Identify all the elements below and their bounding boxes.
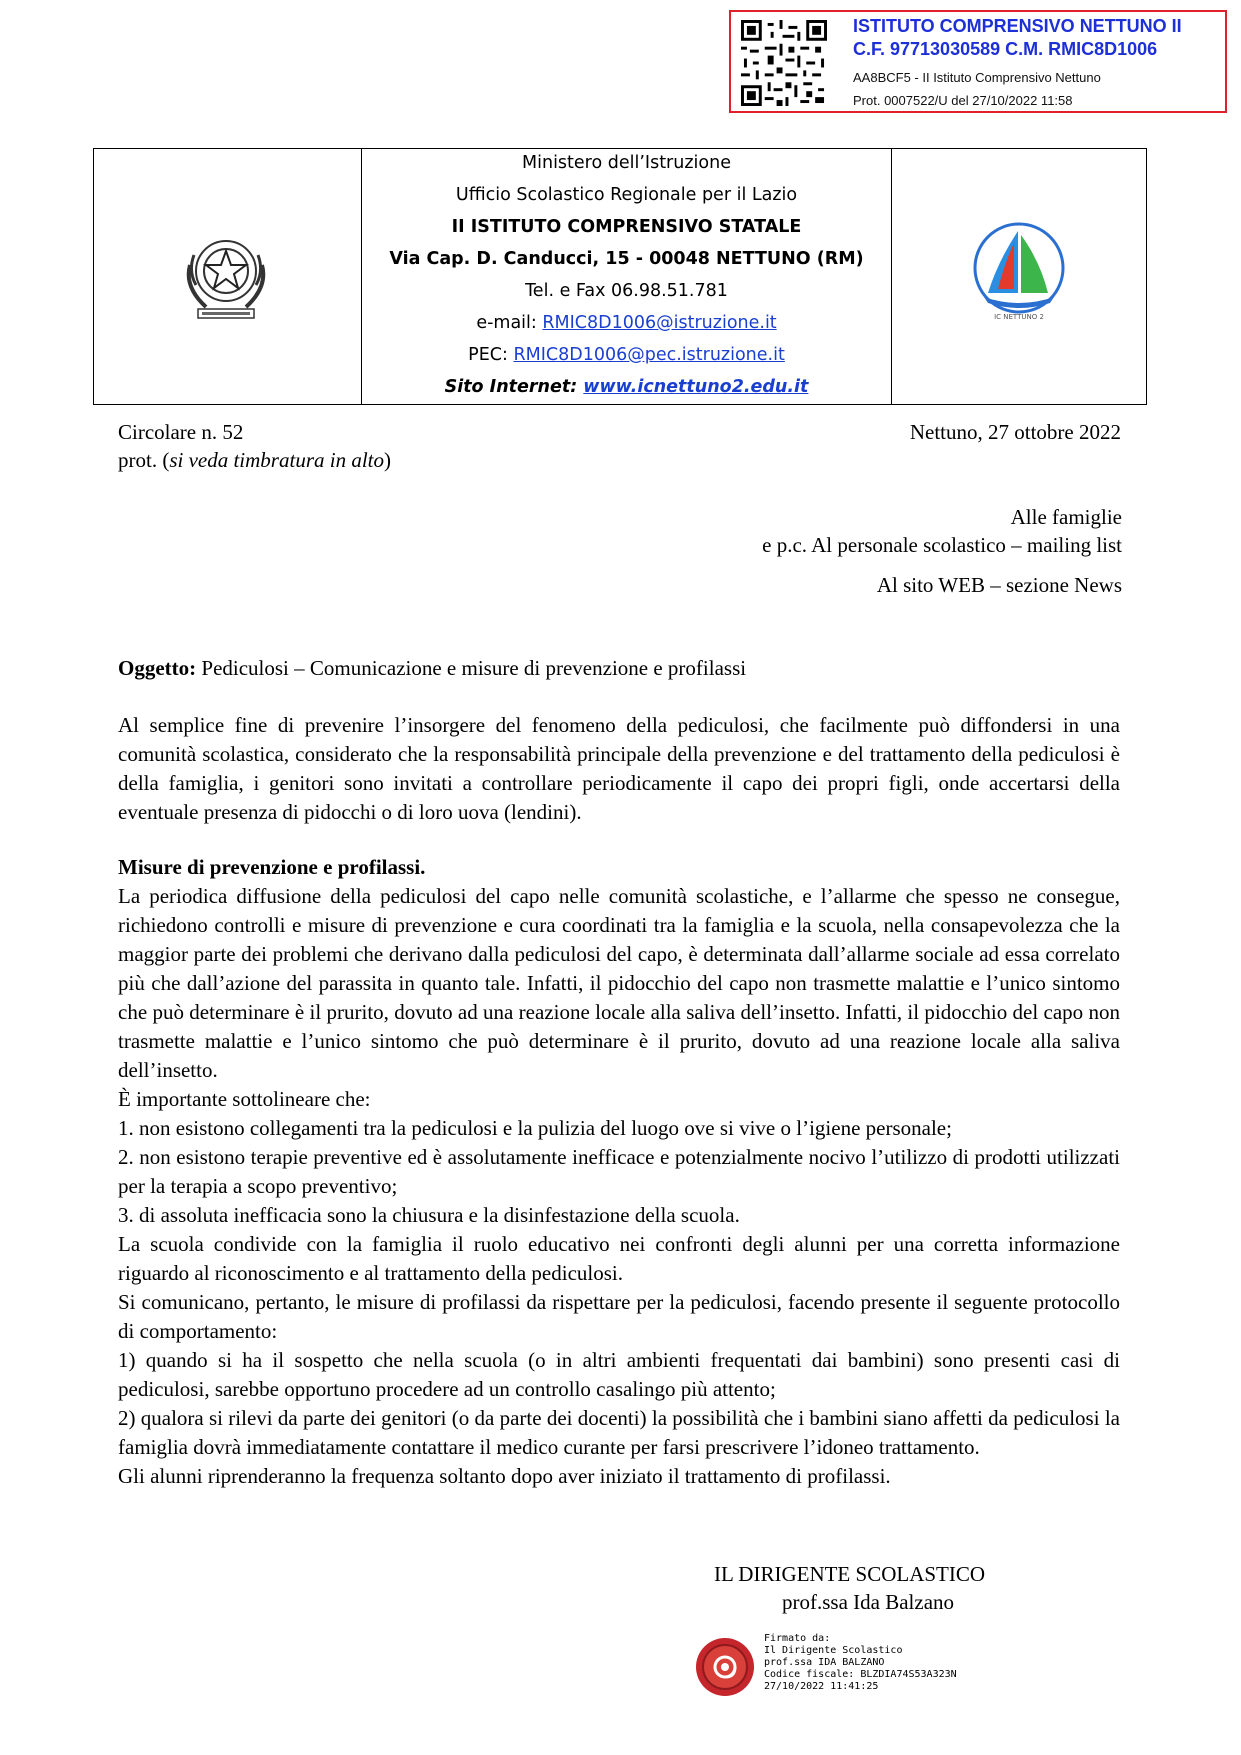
school-phone: Tel. e Fax 06.98.51.781 <box>525 281 728 301</box>
stamp-registry: AA8BCF5 - II Istituto Comprensivo Nettuno <box>853 70 1101 85</box>
stamp-codes: C.F. 97713030589 C.M. RMIC8D1006 <box>853 39 1158 59</box>
signatory-name: prof.ssa Ida Balzano <box>782 1590 955 1614</box>
list-item: 1. non esistono collegamenti tra la pediculosi e la pulizia del luogo ove si vive o l’igiene personale; <box>118 1116 952 1140</box>
protocol-reference: prot. (si veda timbratura in alto) <box>118 448 391 472</box>
email-link[interactable]: RMIC8D1006@istruzione.it <box>542 313 777 333</box>
regional-office: Ufficio Scolastico Regionale per il Lazio <box>455 185 798 205</box>
protocol-stamp <box>729 10 1227 113</box>
qr-code-icon <box>741 20 827 106</box>
body-paragraph: La scuola condivide con la famiglia il ruolo educativo nei confronti degli alunni per una corretta informazione riguardo al riconoscimento e al trattamento della pediculosi. <box>118 1232 1120 1285</box>
list-item: 2) qualora si rilevi da parte dei genitori (o da parte dei docenti) la possibilità che i bambini siano affetti da pediculosi la famiglia dovrà immediatamente contattare il medico curante per farsi prescrivere l’idoneo trattamento. <box>118 1406 1120 1459</box>
pec-link[interactable]: RMIC8D1006@pec.istruzione.it <box>513 345 785 365</box>
recipient-website: Al sito WEB – sezione News <box>876 573 1122 597</box>
email-line: e-mail: RMIC8D1006@istruzione.it <box>476 313 777 333</box>
italian-republic-emblem-icon <box>176 225 276 325</box>
list-item: 1) quando si ha il sospetto che nella scuola (o in altri ambienti frequentati dai bambini) sono presenti casi di pediculosi, sarebbe opportuno procedere ad un controllo casalingo più attento; <box>118 1348 1120 1401</box>
website-line: Sito Internet: www.icnettuno2.edu.it <box>444 377 809 397</box>
letterhead-text <box>362 149 891 404</box>
recipient-staff: e p.c. Al personale scolastico – mailing list <box>762 533 1122 557</box>
body-paragraph: Si comunicano, pertanto, le misure di profilassi da rispettare per la pediculosi, facendo presente il seguente protocollo di comportamento: <box>118 1290 1120 1343</box>
letterhead-logo-cell <box>891 149 1146 404</box>
school-logo-text: IC NETTUNO 2 <box>994 313 1044 321</box>
school-address: Via Cap. D. Canducci, 15 - 00048 NETTUNO (RM) <box>389 249 864 269</box>
signatory-role: IL DIRIGENTE SCOLASTICO <box>714 1562 986 1586</box>
letterhead <box>93 148 1147 405</box>
stamp-protocol-number: Prot. 0007522/U del 27/10/2022 11:58 <box>853 93 1073 108</box>
body-paragraph: È importante sottolineare che: <box>118 1087 371 1111</box>
subject-line: Oggetto: Pediculosi – Comunicazione e misure di prevenzione e profilassi <box>118 656 747 680</box>
main-body <box>118 853 1120 1491</box>
body-paragraph: La periodica diffusione della pediculosi del capo nelle comunità scolastiche, e l’allarme che spesso ne consegue, richiedono controlli e misure di prevenzione e cura coordinati tra la famiglia e la scuola, nella consapevolezza che la maggior parte dei problemi che derivano dalla pediculosi del capo, è determinata dall’allarme sociale ad essa correlato più che dall’azione del parassita in quanto tale. Infatti, il pidocchio del capo non trasmette malattie e l’unico sintomo che può determinare è il prurito, dovuto ad una reazione locale alla saliva dell’insetto. Infatti, il pidocchio del capo non trasmette malattie e l’unico sintomo che può determinare è il prurito, dovuto ad una reazione locale alla saliva dell’insetto. <box>118 884 1120 1082</box>
section-title: Misure di prevenzione e profilassi. <box>118 855 426 879</box>
website-link[interactable]: www.icnettuno2.edu.it <box>583 377 809 397</box>
stamp-school-name: ISTITUTO COMPRENSIVO NETTUNO II <box>853 16 1182 36</box>
digital-signature-seal-icon <box>694 1636 756 1698</box>
letterhead-emblem-cell <box>94 149 362 404</box>
body-paragraph: Gli alunni riprenderanno la frequenza soltanto dopo aver iniziato il trattamento di profilassi. <box>118 1464 891 1488</box>
school-name: II ISTITUTO COMPRENSIVO STATALE <box>451 217 802 237</box>
ministry-name: Ministero dell’Istruzione <box>522 153 731 173</box>
list-item: 3. di assoluta inefficacia sono la chiusura e la disinfestazione della scuola. <box>118 1203 740 1227</box>
circular-number: Circolare n. 52 <box>118 420 244 444</box>
recipient-families: Alle famiglie <box>1010 505 1122 529</box>
pec-line: PEC: RMIC8D1006@pec.istruzione.it <box>468 345 785 365</box>
place-and-date: Nettuno, 27 ottobre 2022 <box>909 420 1121 444</box>
list-item: 2. non esistono terapie preventive ed è assolutamente inefficace e potenzialmente nocivo l’utilizzo di prodotti utilizzati per la terapia a scopo preventivo; <box>118 1145 1120 1198</box>
school-logo-icon <box>964 213 1074 323</box>
digital-signature-details: Firmato da: Il Dirigente Scolastico prof.ssa IDA BALZANO Codice fiscale: BLZDIA74S53A323N 27/10/2022 11:41:25 <box>764 1633 957 1692</box>
intro-paragraph: Al semplice fine di prevenire l’insorgere del fenomeno della pediculosi, che facilmente può diffondersi in una comunità scolastica, considerato che la responsabilità principale della prevenzione e del trattamento della pediculosi è della famiglia, i genitori sono invitati a controllare periodicamente il capo dei propri figli, onde accertarsi della eventuale presenza di pidocchi o di loro uova (lendini). <box>118 713 1120 824</box>
